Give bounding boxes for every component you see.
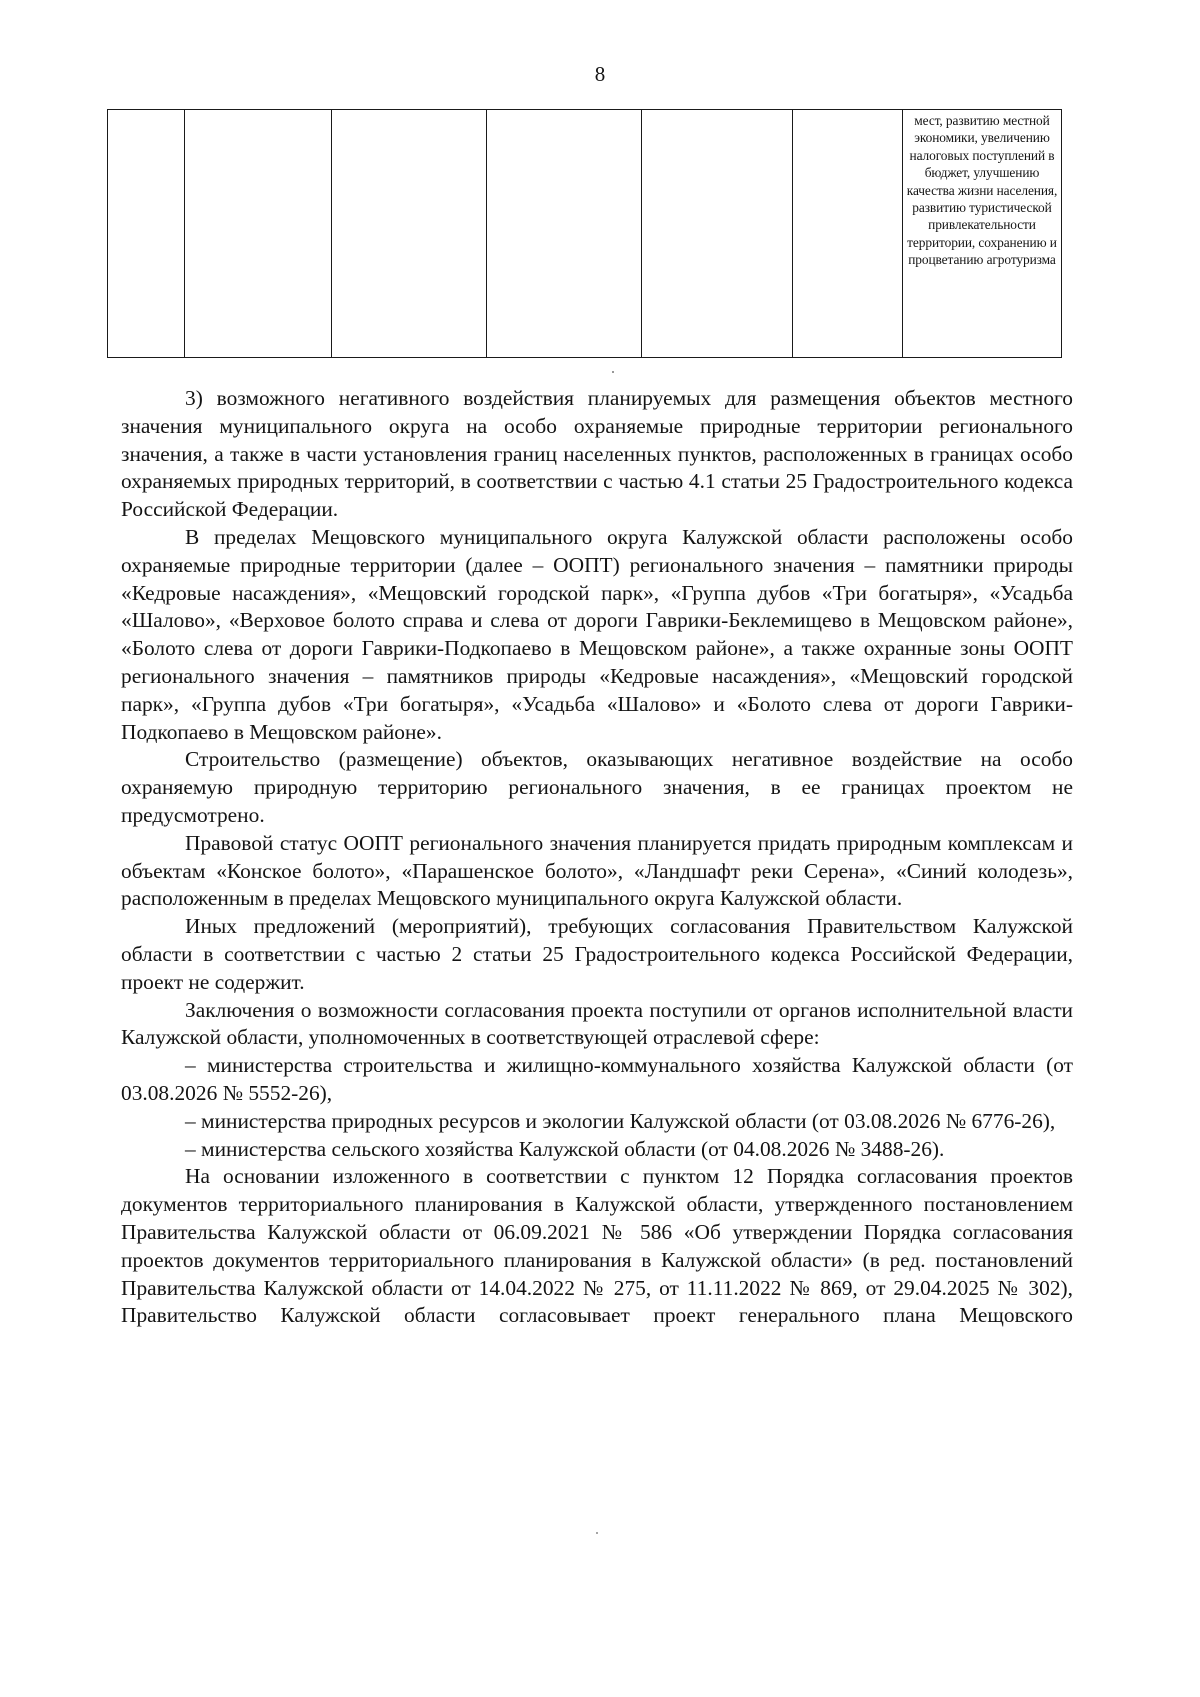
paragraph: В пределах Мещовского муниципального округа Калужской области расположены особо охраняемые природные территории (далее – ООПТ) регионального значения – памятники природы «Кедровые насаждения», «Мещовский городской парк», «Группа дубов «Три богатыря», «Усадьба «Шалово», «Верховое болото справа и слева от дороги Гаврики-Беклемищево в Мещовском районе», «Болото слева от дороги Гаврики-Подкопаево в Мещовском районе», а также охранные зоны ООПТ регионального значения – памятников природы «Кедровые насаждения», «Мещовский городской парк», «Группа дубов «Три богатыря», «Усадьба «Шалово» и «Болото слева от дороги Гаврики-Подкопаево в Мещовском районе».: [121, 524, 1073, 744]
paragraph: Строительство (размещение) объектов, оказывающих негативное воздействие на особо охраняемую природную территорию регионального значения, в ее границах проектом не предусмотрено.: [121, 747, 1073, 827]
paragraph: На основании изложенного в соответствии с пунктом 12 Порядка согласования проектов документов территориального планирования в Калужской области, утвержденного постановлением Правительства Калужской области от 06.09.2021 № 586 «Об утверждении Порядка согласования проектов документов территориального планирования в Калужской области» (в ред. постановлений Правительства Калужской области от 14.04.2022 № 275, от 11.11.2022 № 869, от 29.04.2025 № 302), Правительство Калужской области согласовывает проект генерального плана Мещовского: [121, 1164, 1073, 1328]
table-cell: [903, 110, 1062, 358]
paragraph: 3) возможного негативного воздействия планируемых для размещения объектов местного значения муниципального округа на особо охраняемые природные территории регионального значения, а также в части установления границ населенных пунктов, расположенных в границах особо охраняемых природных территорий, в соответствии с частью 4.1 статьи 25 Градостроительного кодекса Российской Федерации.: [121, 386, 1073, 522]
table-row: [108, 110, 1062, 358]
paragraph: Правовой статус ООПТ регионального значения планируется придать природным комплексам и объектам «Конское болото», «Парашенское болото», «Ландшафт реки Серена», «Синий колодезь», расположенным в пределах Мещовского муниципального округа Калужской области.: [121, 830, 1073, 911]
paragraph: Иных предложений (мероприятий), требующих согласования Правительством Калужской области в соответствии с частью 2 статьи 25 Градостроительного кодекса Российской Федерации, проект не содержит.: [121, 914, 1073, 994]
body-text: [121, 385, 1073, 1330]
list-item: – министерства природных ресурсов и экологии Калужской области (от 03.08.2026 № 6776-26),: [185, 1108, 1056, 1133]
page-number: 8: [594, 62, 606, 86]
list-item: – министерства сельского хозяйства Калужской области (от 04.08.2026 № 3488-26).: [185, 1136, 945, 1161]
table-cell: [185, 110, 332, 358]
scan-speck: [596, 1532, 598, 1534]
table-cell: [487, 110, 642, 358]
paragraph: Заключения о возможности согласования проекта поступили от органов исполнительной власти Калужской области, уполномоченных в соответствующей отраслевой сфере:: [121, 997, 1073, 1050]
table-cell: [793, 110, 903, 358]
continued-table: [107, 109, 1062, 358]
scan-speck: [612, 371, 614, 373]
table-cell: [108, 110, 185, 358]
table-cell: [642, 110, 793, 358]
list-item: – министерства строительства и жилищно-коммунального хозяйства Калужской области (от 03.08.2026 № 5552-26),: [121, 1053, 1073, 1105]
table-cell-text: мест, развитию местной экономики, увеличению налоговых поступлений в бюджет, улучшению качества жизни населения, развитию туристической привлекательности территории, сохранению и процветанию агротуризма: [906, 113, 1058, 268]
table-cell: [332, 110, 487, 358]
